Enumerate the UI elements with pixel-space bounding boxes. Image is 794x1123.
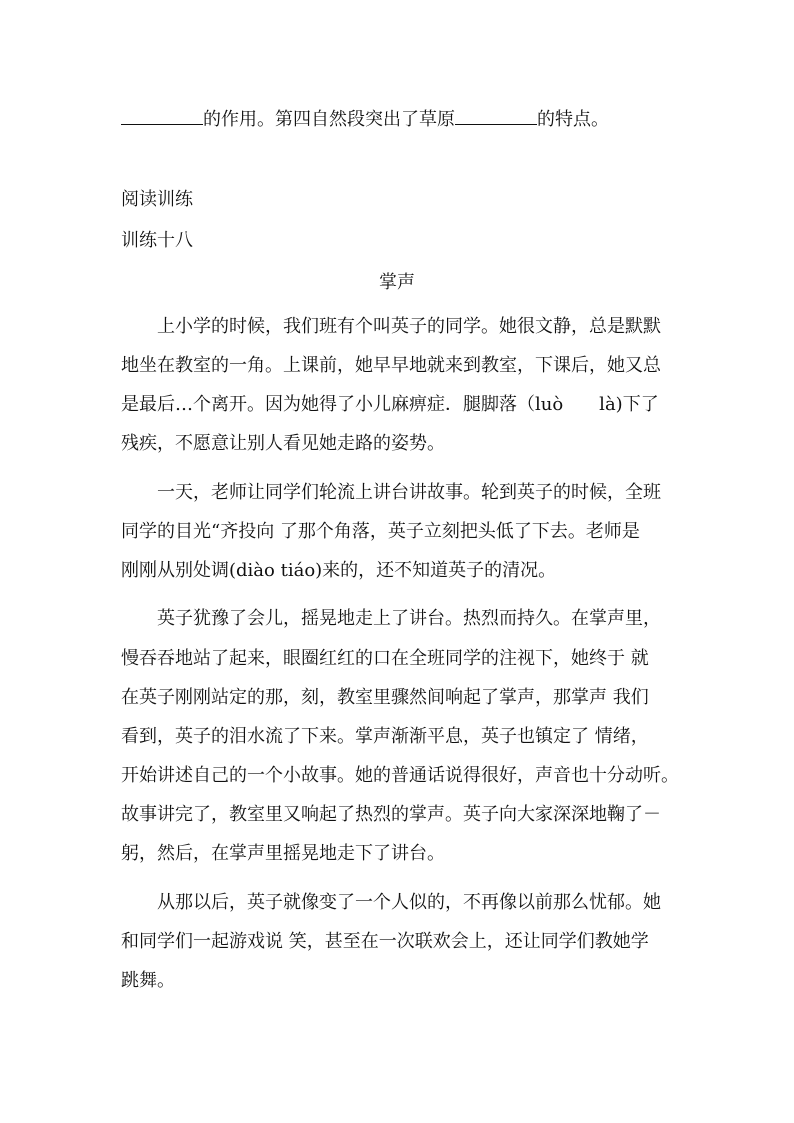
story-line: 在英子刚刚站定的那，刻，教室里骤然间响起了掌声，那掌声 我们: [121, 687, 649, 708]
story-line: 跳舞。: [121, 970, 175, 991]
story-line: 刚刚从别处调(diào tiáo)来的，还不知道英子的清况。: [121, 560, 557, 581]
story-line: 慢吞吞地站了起来，眼圈红红的口在全班同学的注视下，她终于 就: [121, 648, 649, 669]
story-title: 掌声: [379, 272, 415, 293]
story-line: 和同学们一起游戏说 笑，甚至在一次联欢会上，还让同学们教她学: [121, 931, 649, 952]
story-line: 从那以后，英子就像变了一个人似的，不再像以前那么忧郁。她: [157, 892, 661, 913]
story-line: 故事讲完了，教室里又响起了热烈的掌声。英子向大家深深地鞠了－: [121, 804, 661, 825]
exercise-heading: 训练十八: [121, 230, 193, 251]
story-line: 上小学的时候，我们班有个叫英子的同学。她很文静，总是默默: [157, 316, 661, 337]
section-heading: 阅读训练: [121, 189, 193, 210]
story-line: 同学的目光“齐投向 了那个角落，英子立刻把头低了下去。老师是: [121, 521, 640, 542]
story-line: 残疾，不愿意让别人看见她走路的姿势。: [121, 433, 445, 454]
fill-blank-text-1: 的作用。第四自然段突出了草原: [203, 109, 455, 130]
story-line: 是最后…个离开。因为她得了小儿麻痹症．腿脚落（luò là)下了: [121, 394, 659, 415]
story-line: 看到，英子的泪水流了下来。掌声渐渐平息，英子也镇定了 情绪，: [121, 726, 649, 747]
story-line: 开始讲述自己的一个小故事。她的普通话说得很好，声音也十分动听。: [121, 765, 679, 786]
story-line: 一天，老师让同学们轮流上讲台讲故事。轮到英子的时候，全班: [157, 482, 661, 503]
fill-blank-line: [121, 106, 609, 132]
story-line: 地坐在教室的一角。上课前，她早早地就来到教室，下课后，她又总: [121, 355, 661, 376]
fill-blank-text-2: 的特点。: [537, 109, 609, 130]
answer-blank-2[interactable]: [455, 106, 537, 125]
answer-blank-1[interactable]: [121, 106, 203, 125]
story-line: 躬，然后，在掌声里摇晃地走下了讲台。: [121, 843, 445, 864]
story-line: 英子犹豫了会儿，摇晃地走上了讲台。热烈而持久。在掌声里，: [157, 608, 661, 629]
